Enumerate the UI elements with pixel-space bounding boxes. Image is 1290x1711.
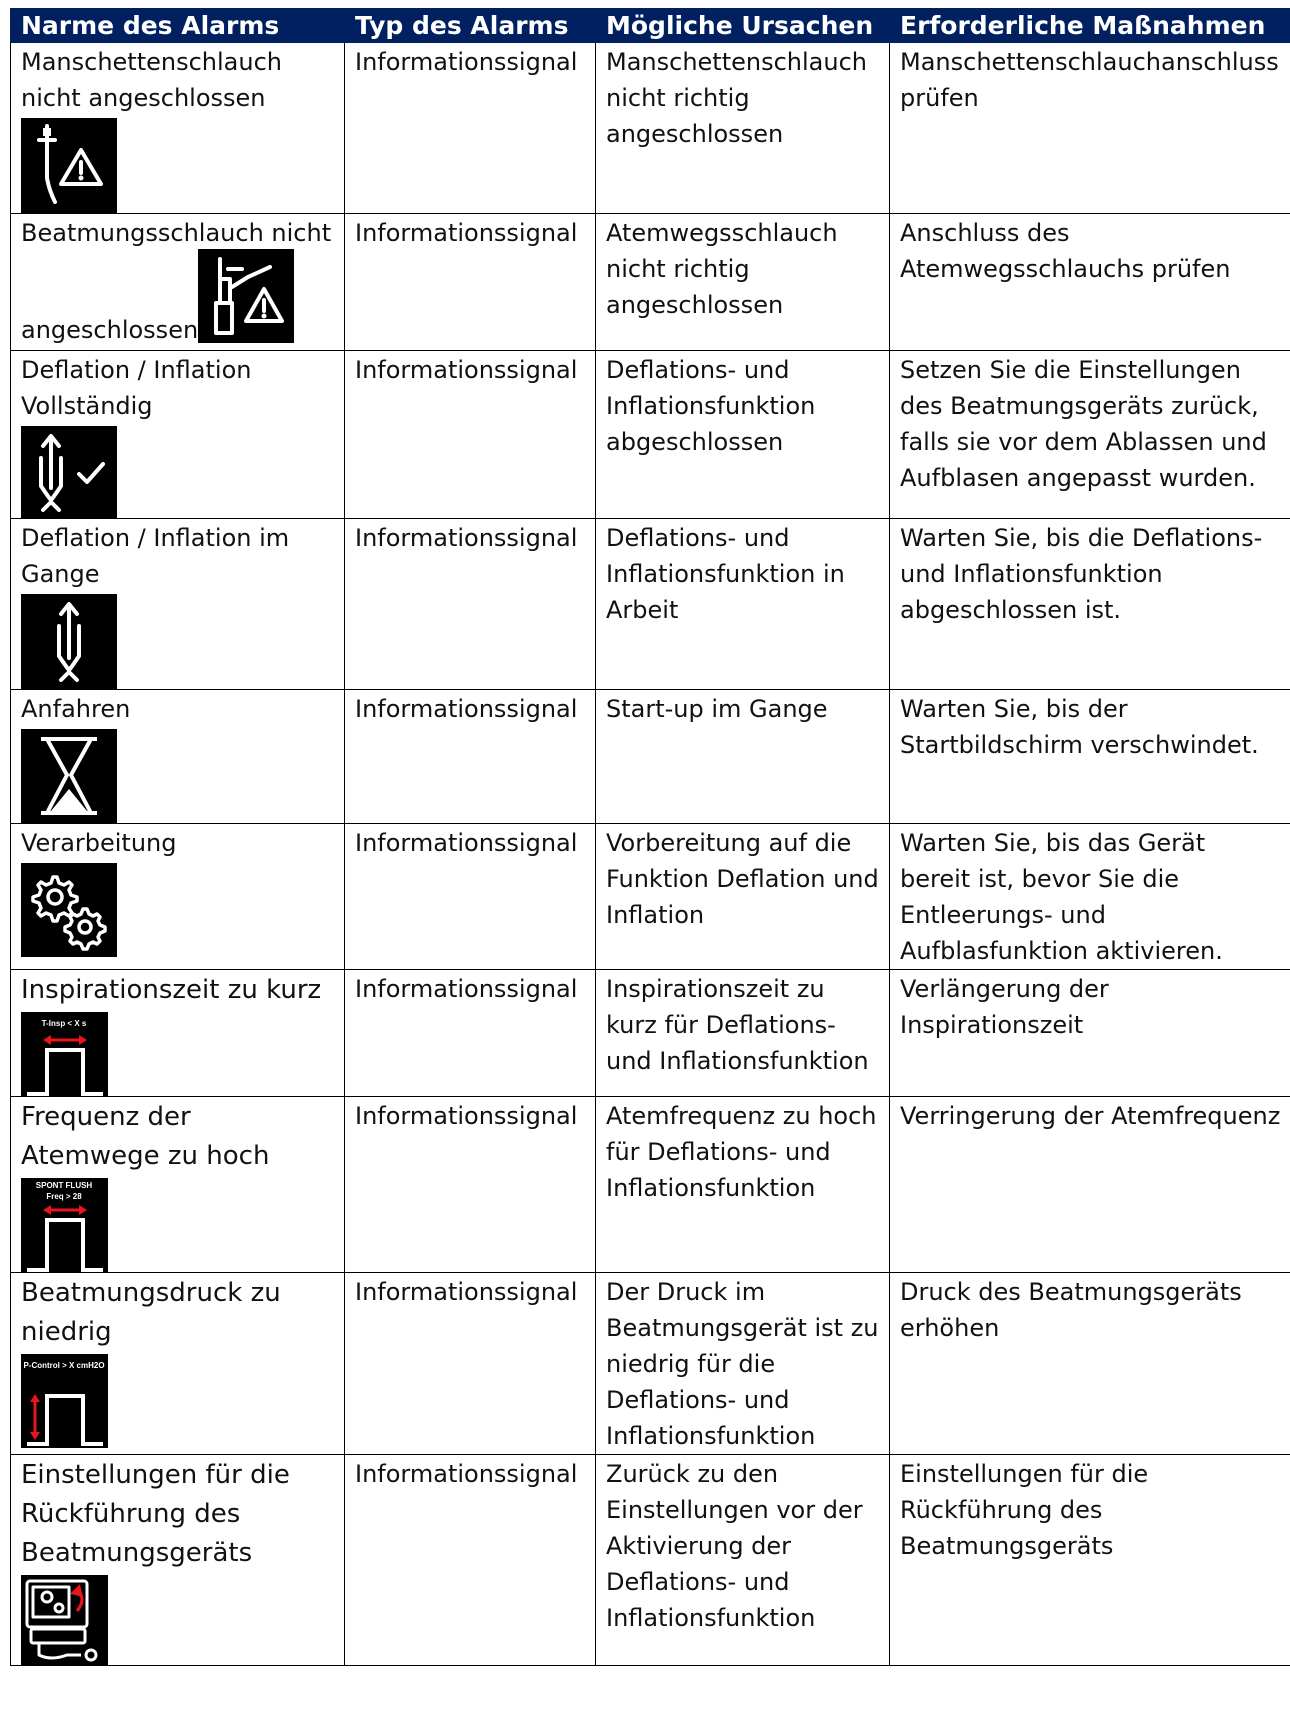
table-row — [11, 519, 1290, 690]
hourglass-icon — [21, 729, 117, 823]
alarm-type: Informationssignal — [345, 1097, 596, 1273]
alarm-type: Informationssignal — [345, 214, 596, 351]
alarm-cause: Atemfrequenz zu hoch für Deflations- und Inflationsfunktion — [596, 1097, 890, 1273]
alarm-name: Inspirationszeit zu kurz — [21, 975, 322, 1005]
alarm-action: Verlängerung der Inspirationszeit — [890, 970, 1290, 1097]
alarm-cause: Deflations- und Inflationsfunktion in Arbeit — [596, 519, 890, 690]
alarm-name: Anfahren — [21, 695, 131, 723]
alarm-action: Einstellungen für die Rückführung des Beatmungsgeräts — [890, 1455, 1290, 1666]
alarm-action: Verringerung der Atemfrequenz — [890, 1097, 1290, 1273]
alarm-name: Deflation / Inflation im Gange — [21, 524, 290, 588]
table-row — [11, 351, 1290, 519]
tinsp-icon-label: T-Insp < X s — [41, 1019, 87, 1028]
alarm-table — [10, 8, 1290, 1666]
alarm-type: Informationssignal — [345, 690, 596, 824]
alarm-type: Informationssignal — [345, 1455, 596, 1666]
header-type: Typ des Alarms — [345, 9, 596, 43]
alarm-type: Informationssignal — [345, 351, 596, 519]
alarm-action: Warten Sie, bis das Gerät bereit ist, bevor Sie die Entleerungs- und Aufblasfunktion aktivieren. — [890, 824, 1290, 970]
table-row — [11, 214, 1290, 351]
deflation-complete-icon — [21, 426, 117, 518]
alarm-name-cell — [11, 1273, 345, 1455]
cuff-tube-warning-icon — [21, 118, 117, 213]
table-row — [11, 690, 1290, 824]
freq-pulse-icon — [21, 1178, 108, 1272]
alarm-cause: Manschettenschlauch nicht richtig angeschlossen — [596, 43, 890, 214]
alarm-name-cell — [11, 214, 345, 351]
table-row — [11, 1097, 1290, 1273]
table-row — [11, 824, 1290, 970]
alarm-name: Frequenz der Atemwege zu hoch — [21, 1102, 270, 1171]
table-row — [11, 970, 1290, 1097]
alarm-name-cell — [11, 1455, 345, 1666]
alarm-name: Einstellungen für die Rückführung des Beatmungsgeräts — [21, 1460, 290, 1568]
alarm-name: Deflation / Inflation Vollständig — [21, 356, 252, 420]
alarm-type: Informationssignal — [345, 824, 596, 970]
alarm-name-cell — [11, 824, 345, 970]
alarm-name-cell — [11, 351, 345, 519]
pcontrol-pulse-icon — [21, 1354, 108, 1448]
alarm-cause: Start-up im Gange — [596, 690, 890, 824]
header-row — [11, 9, 1290, 43]
alarm-name-cell — [11, 970, 345, 1097]
alarm-cause: Atemwegsschlauch nicht richtig angeschlossen — [596, 214, 890, 351]
alarm-type: Informationssignal — [345, 970, 596, 1097]
alarm-action: Anschluss des Atemwegsschlauchs prüfen — [890, 214, 1290, 351]
alarm-name-cell — [11, 43, 345, 214]
alarm-action: Setzen Sie die Einstellungen des Beatmungsgeräts zurück, falls sie vor dem Ablassen und Aufblasen angepasst wurden. — [890, 351, 1290, 519]
deflation-progress-icon — [21, 594, 117, 689]
alarm-action: Manschettenschlauchanschluss prüfen — [890, 43, 1290, 214]
alarm-action: Warten Sie, bis der Startbildschirm verschwindet. — [890, 690, 1290, 824]
alarm-cause: Vorbereitung auf die Funktion Deflation und Inflation — [596, 824, 890, 970]
alarm-name: Beatmungsdruck zu niedrig — [21, 1278, 281, 1347]
freq-icon-label-2: Freq > 28 — [46, 1192, 82, 1201]
alarm-action: Warten Sie, bis die Deflations- und Inflationsfunktion abgeschlossen ist. — [890, 519, 1290, 690]
header-action: Erforderliche Maßnahmen — [890, 9, 1290, 43]
alarm-name-continued: angeschlossen — [21, 316, 199, 344]
alarm-name-cell — [11, 690, 345, 824]
ventilator-reset-icon — [21, 1575, 108, 1665]
alarm-name: Manschettenschlauch nicht angeschlossen — [21, 48, 282, 112]
ventilator-tube-warning-icon — [198, 249, 294, 343]
alarm-name-cell — [11, 519, 345, 690]
alarm-cause: Zurück zu den Einstellungen vor der Aktivierung der Deflations- und Inflationsfunktion — [596, 1455, 890, 1666]
pcontrol-icon-label: P-Control > X cmH2O — [23, 1361, 105, 1370]
header-name: Narme des Alarms — [11, 9, 345, 43]
alarm-cause: Deflations- und Inflationsfunktion abgeschlossen — [596, 351, 890, 519]
tinsp-pulse-icon — [21, 1012, 108, 1096]
table-row — [11, 43, 1290, 214]
header-cause: Mögliche Ursachen — [596, 9, 890, 43]
alarm-type: Informationssignal — [345, 1273, 596, 1455]
alarm-type: Informationssignal — [345, 43, 596, 214]
freq-icon-label-1: SPONT FLUSH — [35, 1181, 93, 1190]
alarm-name: Verarbeitung — [21, 829, 177, 857]
alarm-name-cell — [11, 1097, 345, 1273]
gears-icon — [21, 863, 117, 957]
alarm-type: Informationssignal — [345, 519, 596, 690]
table-row — [11, 1273, 1290, 1455]
alarm-cause: Der Druck im Beatmungsgerät ist zu niedrig für die Deflations- und Inflationsfunktion — [596, 1273, 890, 1455]
alarm-cause: Inspirationszeit zu kurz für Deflations- und Inflationsfunktion — [596, 970, 890, 1097]
alarm-name: Beatmungsschlauch nicht — [21, 219, 332, 247]
alarm-action: Druck des Beatmungsgeräts erhöhen — [890, 1273, 1290, 1455]
table-row — [11, 1455, 1290, 1666]
